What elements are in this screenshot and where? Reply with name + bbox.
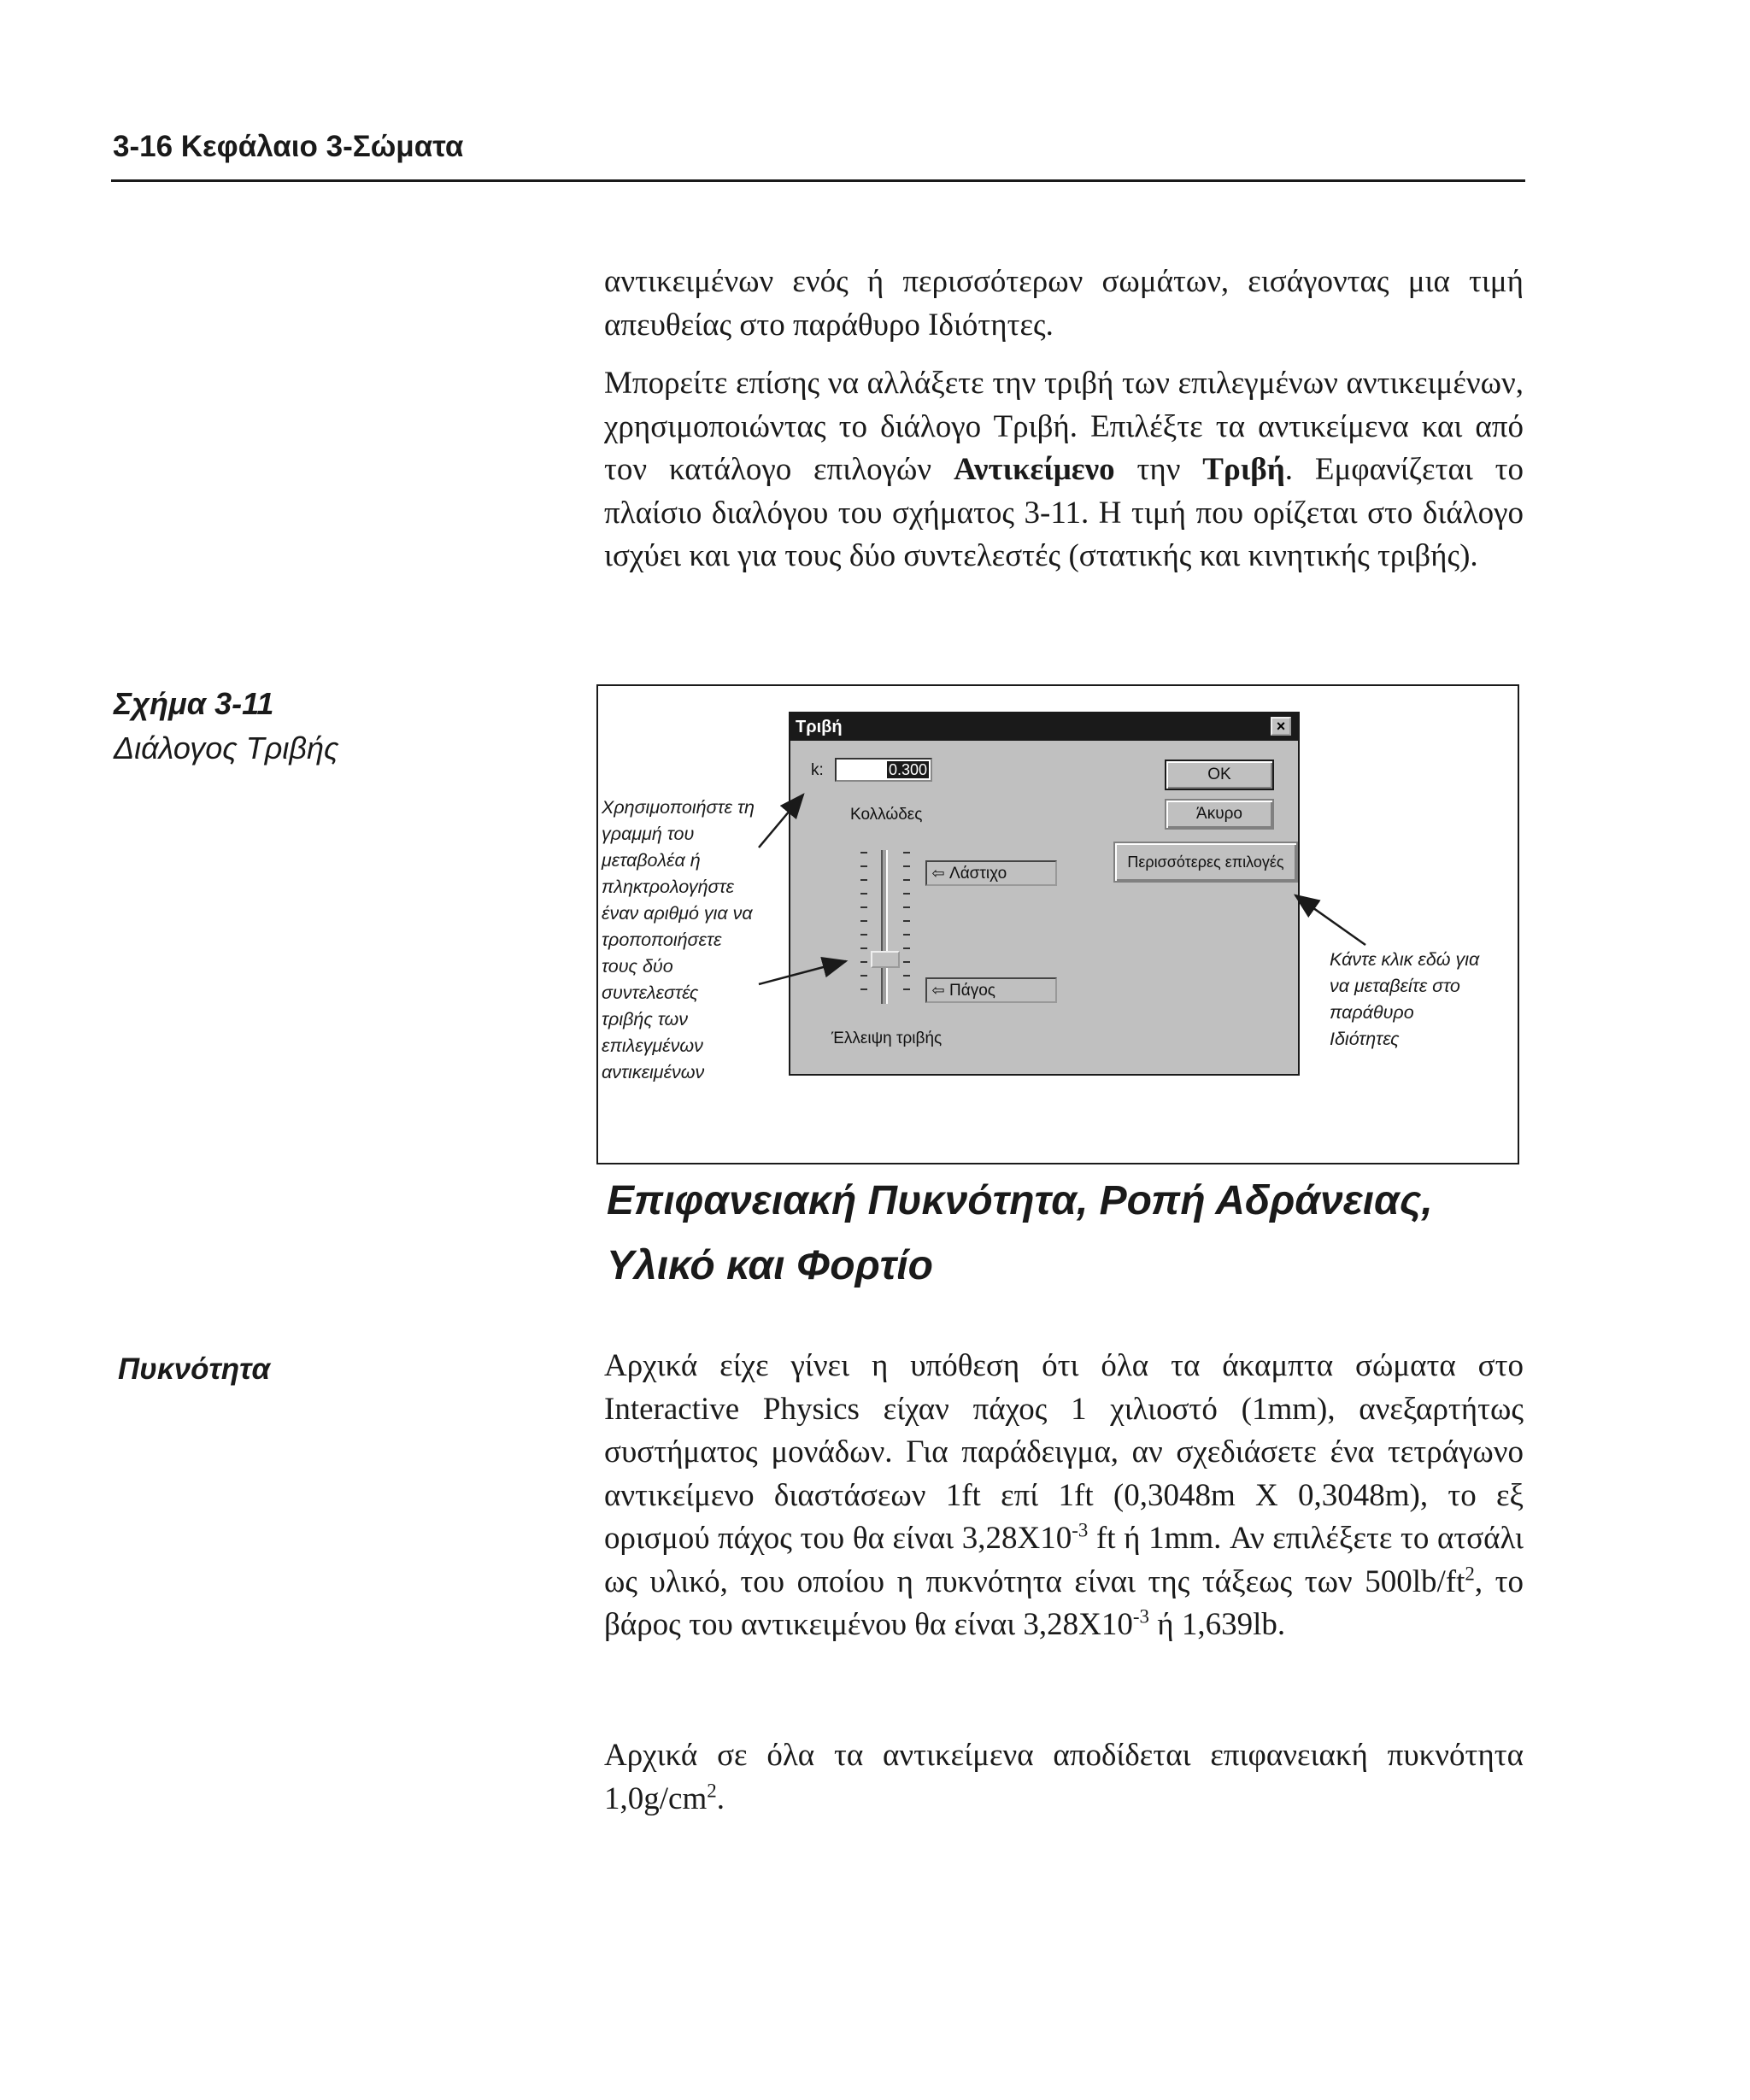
right-annotation-line: Κάντε κλικ εδώ για [1330,949,1480,970]
left-annotation-line: επιλεγμένων [602,1035,703,1056]
ok-button[interactable]: OK [1165,760,1274,790]
figure-title: Διάλογος Τριβής [114,730,339,766]
intro-p2-bold-friction: Τριβή [1202,452,1285,487]
section-title-line-1: Επιφανειακή Πυκνότητα, Ροπή Αδράνειας, [607,1178,1433,1223]
density-paragraph-1 [604,1345,1524,1647]
density-p1-sup-1: -3 [1072,1519,1089,1541]
left-annotation-line: αντικειμένων [602,1062,705,1082]
arrow-to-k-input [759,795,803,848]
intro-p2-text-b: την [1114,452,1203,487]
left-annotation-line: τους δύο [602,956,673,977]
left-annotation-line: πληκτρολογήστε [602,877,734,897]
density-p1-text-a: Αρχικά είχε γίνει η υπόθεση ότι όλα τα άκαμπτα σώματα στο Interactive Physics είχαν πάχος 1 χιλιοστό (1mm), ανεξαρτήτως συστήματος μονάδων. Για παράδειγμα, αν σχεδιάσετε ένα τετράγωνο αντικείμενο διαστάσεων 1ft επί 1ft (0,3048m X 0,3048m), το εξ ορισμού πάχος του θα είναι 3,28X10 [604,1348,1524,1556]
arrow-to-slider [759,961,846,984]
intro-p2-text-c: . Εμφανίζεται το πλαίσιο διαλόγου του σχήματος 3-11. Η τιμή που ορίζεται στο διάλογο ισχύει και για τους δύο συντελεστές (στατικής και κινητικής τριβής). [604,452,1524,573]
density-p1-sup-3: -3 [1132,1605,1150,1628]
density-p2-sup: 2 [707,1780,717,1802]
right-annotation-line: Ιδιότητες [1330,1029,1400,1049]
preset-rubber-label: Λάστιχο [949,865,1007,883]
density-p1-text-b: ft ή 1mm. Αν επιλέξετε το ατσάλι ως υλικό, του οποίου η πυκνότητα είναι της τάξεως των 500lb/ft [604,1521,1524,1599]
arrow-left-icon: ⇦ [931,982,945,999]
more-options-button[interactable]: Περισσότερες επιλογές [1113,842,1298,883]
k-value-text: 0.300 [888,761,927,778]
arrow-to-more-options [1295,895,1365,945]
intro-p2-bold-object: Αντικείμενο [953,452,1115,487]
right-annotation-line: να μεταβείτε στο [1330,976,1460,996]
intro-paragraph-1: αντικειμένων ενός ή περισσότερων σωμάτων, εισάγοντας μια τιμή απευθείας στο παράθυρο Ιδιότητες. [604,264,1524,343]
figure-number: Σχήμα 3-11 [114,686,274,721]
left-annotation-line: Χρησιμοποιήστε τη [602,797,755,818]
section-title-line-2: Υλικό και Φορτίο [607,1243,933,1288]
intro-p2-text-a: Μπορείτε επίσης να αλλάξετε την τριβή των επιλεγμένων αντικειμένων, χρησιμοποιώντας το διάλογο Τριβή. Επιλέξτε τα αντικείμενα και από τον κατάλογο επιλογών [604,366,1524,487]
close-icon[interactable]: × [1271,717,1291,736]
density-p2-text-b: . [716,1780,725,1816]
density-p2-text-a: Αρχικά σε όλα τα αντικείμενα αποδίδεται επιφανειακή πυκνότητα 1,0g/cm [604,1738,1524,1816]
k-label: k: [811,761,824,779]
left-annotation-line: συντελεστές [602,983,699,1003]
left-annotation-line: γραμμή του [602,824,695,844]
left-annotation-line: έναν αριθμό για να [602,903,753,924]
density-side-heading: Πυκνότητα [118,1352,271,1386]
left-annotation-line: τροποποιήσετε [602,930,722,950]
density-p1-sup-2: 2 [1465,1563,1475,1585]
left-annotation-line: μεταβολέα ή [602,850,701,871]
density-p1-text-d: ή 1,639lb. [1149,1607,1286,1642]
no-friction-label: Έλλειψη τριβής [831,1029,943,1047]
density-paragraph-2 [604,1734,1524,1821]
sticky-label: Κολλώδες [850,806,923,824]
left-annotation-line: τριβής των [602,1009,689,1029]
preset-ice-label: Πάγος [949,982,995,1000]
dialog-title: Τριβή [796,718,843,736]
cancel-button[interactable]: Άκυρο [1165,799,1274,830]
running-header: 3-16 Κεφάλαιο 3-Σώματα [113,130,464,163]
arrow-left-icon: ⇦ [931,865,945,882]
density-p1-text-c: , το βάρος του αντικειμένου θα είναι 3,28X10 [604,1563,1524,1642]
right-annotation-line: παράθυρο [1330,1002,1414,1023]
